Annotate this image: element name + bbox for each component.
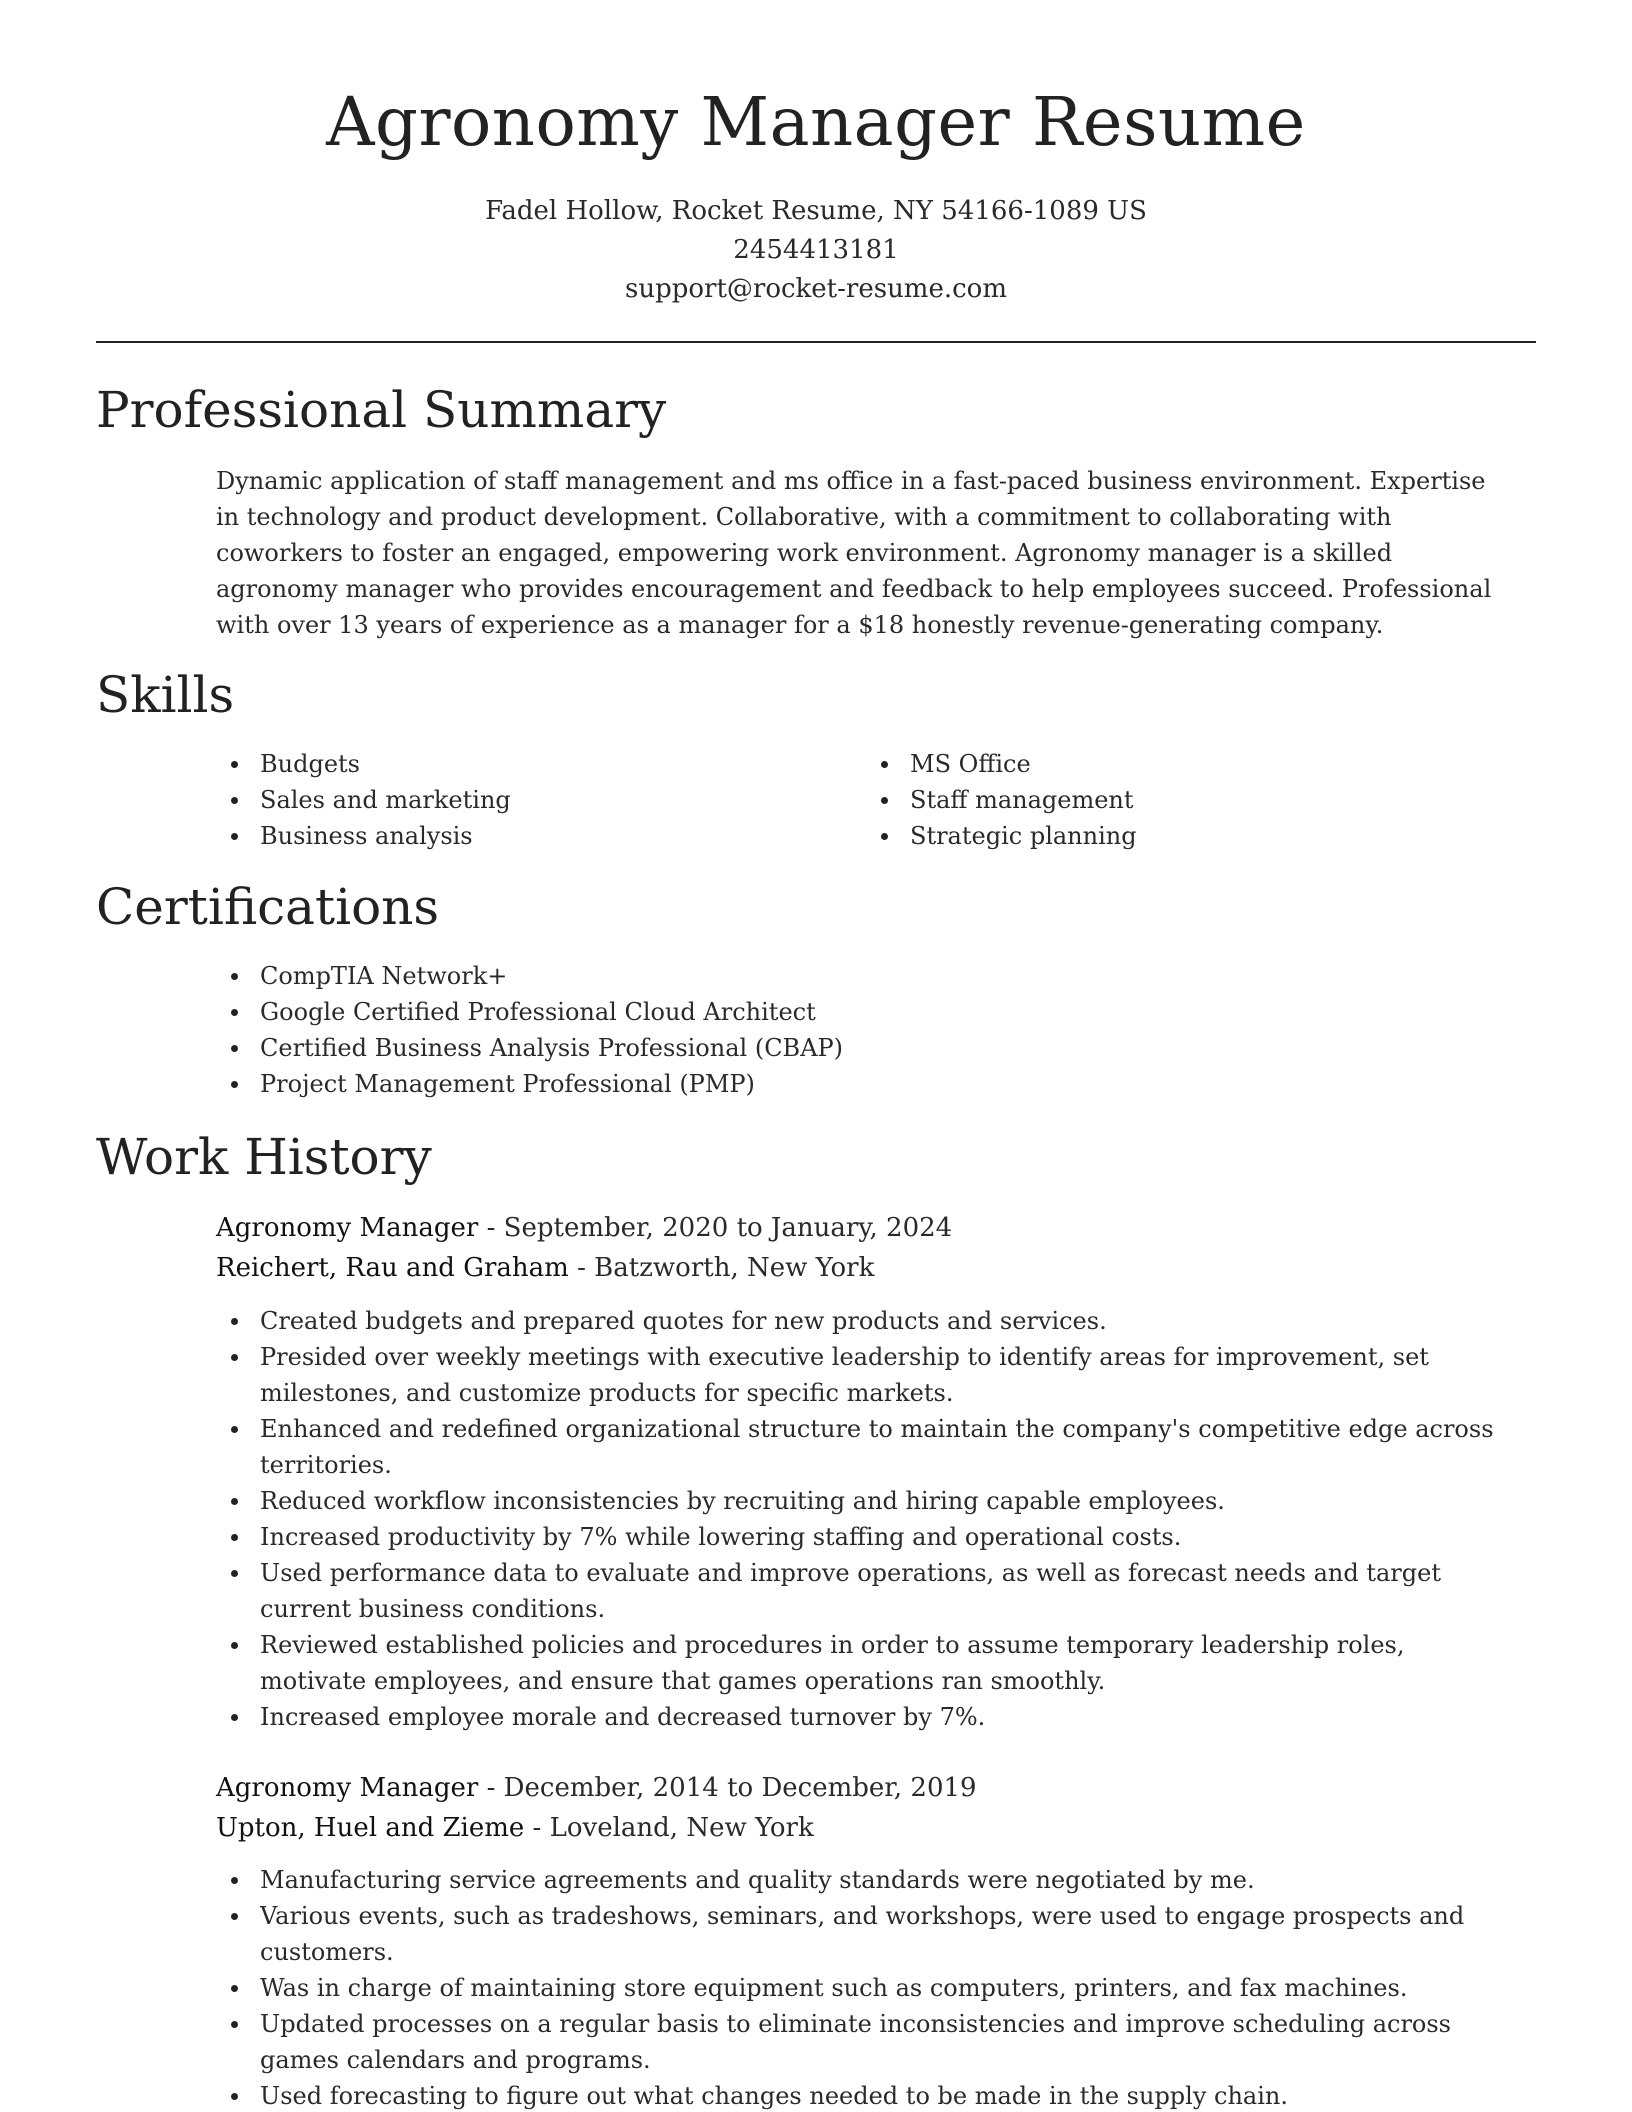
- job-bullet: Increased productivity by 7% while lowering staffing and operational costs.: [216, 1519, 1516, 1555]
- skills-list-left: [216, 746, 816, 854]
- job-dates: December, 2014 to December, 2019: [503, 1773, 977, 1803]
- certification-item: Project Management Professional (PMP): [216, 1066, 1516, 1102]
- job-bullets: [216, 1862, 1516, 2112]
- certification-item: CompTIA Network+: [216, 958, 1516, 994]
- job-title-line: [216, 1768, 977, 1808]
- job-bullet: Updated processes on a regular basis to eliminate inconsistencies and improve scheduling across games calendars and programs.: [216, 2006, 1516, 2078]
- job-dates: September, 2020 to January, 2024: [503, 1213, 953, 1243]
- skills-heading: Skills: [96, 666, 235, 724]
- job-bullet: Manufacturing service agreements and quality standards were negotiated by me.: [216, 1862, 1516, 1898]
- summary-heading: Professional Summary: [96, 381, 667, 439]
- contact-address: Fadel Hollow, Rocket Resume, NY 54166-1089 US: [485, 196, 1147, 226]
- job-company: Reichert, Rau and Graham: [216, 1253, 569, 1283]
- job-bullet: Was in charge of maintaining store equipment such as computers, printers, and fax machines.: [216, 1970, 1516, 2006]
- job-company-line: [216, 1248, 874, 1288]
- skill-item: Staff management: [866, 782, 1466, 818]
- job-bullet: Various events, such as tradeshows, seminars, and workshops, were used to engage prospects and customers.: [216, 1898, 1516, 1970]
- work-history-heading: Work History: [96, 1128, 432, 1186]
- job-separator: -: [478, 1213, 504, 1243]
- job-bullets: [216, 1303, 1516, 1735]
- resume-title: Agronomy Manager Resume: [326, 83, 1306, 161]
- job-separator: -: [478, 1773, 504, 1803]
- job-title-line: [216, 1208, 952, 1248]
- job-bullet: Created budgets and prepared quotes for new products and services.: [216, 1303, 1516, 1339]
- job-bullet: Presided over weekly meetings with executive leadership to identify areas for improvement, set milestones, and customize products for specific markets.: [216, 1339, 1516, 1411]
- job-separator: -: [568, 1253, 595, 1283]
- skill-item: Business analysis: [216, 818, 816, 854]
- job-location: Loveland, New York: [549, 1813, 814, 1843]
- job-bullet: Enhanced and redefined organizational structure to maintain the company's competitive edge across territories.: [216, 1411, 1516, 1483]
- header-divider: [96, 341, 1536, 343]
- job-separator: -: [524, 1813, 550, 1843]
- skill-item: Sales and marketing: [216, 782, 816, 818]
- contact-block: [0, 192, 1632, 309]
- job-title: Agronomy Manager: [216, 1773, 479, 1803]
- job-title: Agronomy Manager: [216, 1213, 479, 1243]
- skill-item: MS Office: [866, 746, 1466, 782]
- certifications-heading: Certifications: [96, 878, 440, 936]
- contact-email: support@rocket-resume.com: [624, 274, 1007, 304]
- job-company: Upton, Huel and Zieme: [216, 1813, 525, 1843]
- job-bullet: Increased employee morale and decreased turnover by 7%.: [216, 1699, 1516, 1735]
- job-location: Batzworth, New York: [594, 1253, 875, 1283]
- job-bullet: Reviewed established policies and procedures in order to assume temporary leadership roles, motivate employees, and ensure that games operations ran smoothly.: [216, 1627, 1516, 1699]
- summary-text: Dynamic application of staff management and ms office in a fast-paced business environment. Expertise in technology and product development. Collaborative, with a commitment to collaborating with coworkers to foster an engaged, empowering work environment. Agronomy manager is a skilled agronomy manager who provides encouragement and feedback to help employees succeed. Professional with over 13 years of experience as a manager for a $18 honestly revenue-generating company.: [216, 467, 1492, 639]
- contact-phone: 2454413181: [733, 235, 899, 265]
- skill-item: Budgets: [216, 746, 816, 782]
- certification-item: Google Certified Professional Cloud Architect: [216, 994, 1516, 1030]
- job-bullet: Used forecasting to figure out what changes needed to be made in the supply chain.: [216, 2078, 1516, 2112]
- job-bullet: Reduced workflow inconsistencies by recruiting and hiring capable employees.: [216, 1483, 1516, 1519]
- skill-item: Strategic planning: [866, 818, 1466, 854]
- job-bullet: Used performance data to evaluate and improve operations, as well as forecast needs and target current business conditions.: [216, 1555, 1516, 1627]
- certification-item: Certified Business Analysis Professional (CBAP): [216, 1030, 1516, 1066]
- job-company-line: [216, 1808, 814, 1848]
- certifications-list: [216, 958, 1516, 1102]
- skills-list-right: [866, 746, 1466, 854]
